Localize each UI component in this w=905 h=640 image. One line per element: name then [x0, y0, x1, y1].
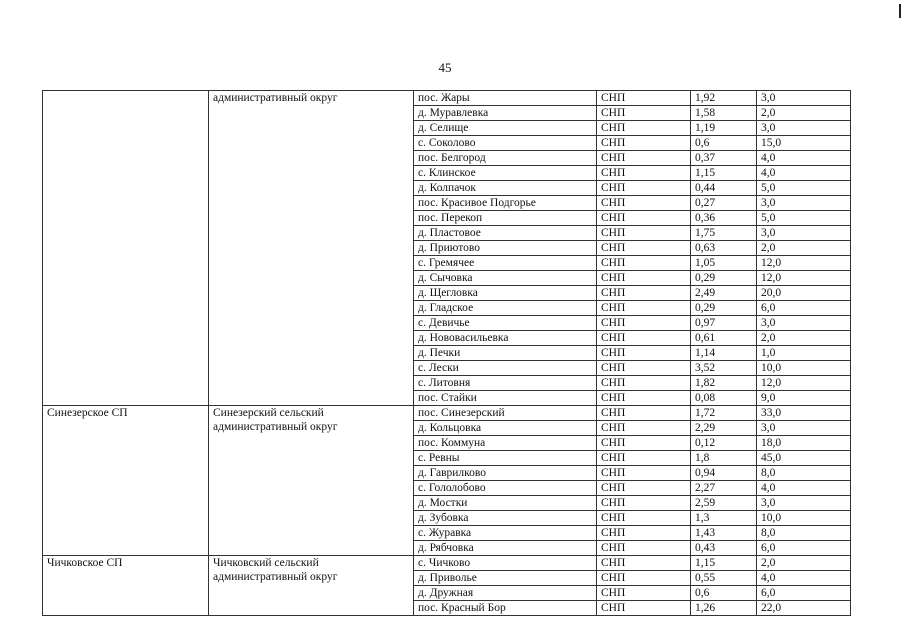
value-b-cell: 2,0 — [757, 106, 851, 121]
locality-cell: с. Гололобово — [414, 481, 597, 496]
locality-cell: д. Мостки — [414, 496, 597, 511]
type-cell: СНП — [597, 571, 691, 586]
value-a-cell: 1,26 — [691, 601, 757, 616]
locality-cell: д. Колпачок — [414, 181, 597, 196]
value-a-cell: 0,94 — [691, 466, 757, 481]
type-cell: СНП — [597, 121, 691, 136]
type-cell: СНП — [597, 421, 691, 436]
type-cell: СНП — [597, 286, 691, 301]
locality-cell: пос. Коммуна — [414, 436, 597, 451]
value-b-cell: 12,0 — [757, 376, 851, 391]
value-a-cell: 1,75 — [691, 226, 757, 241]
type-cell: СНП — [597, 151, 691, 166]
type-cell: СНП — [597, 91, 691, 106]
value-a-cell: 1,72 — [691, 406, 757, 421]
value-a-cell: 1,15 — [691, 556, 757, 571]
value-a-cell: 1,58 — [691, 106, 757, 121]
value-a-cell: 2,59 — [691, 496, 757, 511]
value-b-cell: 2,0 — [757, 331, 851, 346]
value-b-cell: 12,0 — [757, 271, 851, 286]
locality-cell: д. Муравлевка — [414, 106, 597, 121]
locality-cell: с. Лески — [414, 361, 597, 376]
type-cell: СНП — [597, 346, 691, 361]
type-cell: СНП — [597, 586, 691, 601]
value-b-cell: 3,0 — [757, 421, 851, 436]
type-cell: СНП — [597, 511, 691, 526]
district-name-cell: административный округ — [209, 91, 414, 406]
locality-cell: пос. Перекоп — [414, 211, 597, 226]
district-name-cell: Синезерский сельский административный округ — [209, 406, 414, 556]
value-b-cell: 3,0 — [757, 196, 851, 211]
locality-cell: д. Гаврилково — [414, 466, 597, 481]
locality-cell: с. Гремячее — [414, 256, 597, 271]
value-a-cell: 0,63 — [691, 241, 757, 256]
locality-cell: д. Сычовка — [414, 271, 597, 286]
value-a-cell: 0,6 — [691, 586, 757, 601]
locality-cell: д. Приволье — [414, 571, 597, 586]
type-cell: СНП — [597, 106, 691, 121]
value-b-cell: 20,0 — [757, 286, 851, 301]
value-a-cell: 2,27 — [691, 481, 757, 496]
settlements-table-body — [43, 91, 851, 616]
value-a-cell: 0,08 — [691, 391, 757, 406]
locality-cell: д. Печки — [414, 346, 597, 361]
value-b-cell: 6,0 — [757, 541, 851, 556]
settlement-name-cell — [43, 91, 209, 406]
table-row — [43, 556, 851, 571]
value-b-cell: 45,0 — [757, 451, 851, 466]
type-cell: СНП — [597, 301, 691, 316]
value-b-cell: 10,0 — [757, 511, 851, 526]
locality-cell: с. Журавка — [414, 526, 597, 541]
locality-cell: пос. Жары — [414, 91, 597, 106]
locality-cell: с. Чичково — [414, 556, 597, 571]
scan-edge-mark — [899, 4, 901, 18]
value-a-cell: 0,29 — [691, 301, 757, 316]
value-b-cell: 6,0 — [757, 586, 851, 601]
settlement-name-cell: Чичковское СП — [43, 556, 209, 616]
value-b-cell: 1,0 — [757, 346, 851, 361]
value-a-cell: 0,36 — [691, 211, 757, 226]
value-b-cell: 10,0 — [757, 361, 851, 376]
value-a-cell: 0,43 — [691, 541, 757, 556]
type-cell: СНП — [597, 556, 691, 571]
value-a-cell: 0,27 — [691, 196, 757, 211]
value-b-cell: 6,0 — [757, 301, 851, 316]
settlements-table — [42, 90, 851, 616]
value-b-cell: 18,0 — [757, 436, 851, 451]
locality-cell: пос. Стайки — [414, 391, 597, 406]
value-b-cell: 5,0 — [757, 181, 851, 196]
value-b-cell: 4,0 — [757, 151, 851, 166]
type-cell: СНП — [597, 226, 691, 241]
table-row — [43, 91, 851, 106]
locality-cell: с. Девичье — [414, 316, 597, 331]
value-b-cell: 2,0 — [757, 241, 851, 256]
type-cell: СНП — [597, 181, 691, 196]
value-a-cell: 1,15 — [691, 166, 757, 181]
value-b-cell: 4,0 — [757, 166, 851, 181]
locality-cell: д. Зубовка — [414, 511, 597, 526]
settlement-name-cell: Синезерское СП — [43, 406, 209, 556]
type-cell: СНП — [597, 601, 691, 616]
locality-cell: с. Соколово — [414, 136, 597, 151]
type-cell: СНП — [597, 361, 691, 376]
value-b-cell: 3,0 — [757, 91, 851, 106]
value-a-cell: 1,3 — [691, 511, 757, 526]
value-b-cell: 22,0 — [757, 601, 851, 616]
value-b-cell: 3,0 — [757, 316, 851, 331]
locality-cell: пос. Синезерский — [414, 406, 597, 421]
locality-cell: пос. Красный Бор — [414, 601, 597, 616]
type-cell: СНП — [597, 541, 691, 556]
locality-cell: с. Литовня — [414, 376, 597, 391]
value-a-cell: 1,92 — [691, 91, 757, 106]
locality-cell: д. Селище — [414, 121, 597, 136]
value-a-cell: 0,12 — [691, 436, 757, 451]
value-a-cell: 0,44 — [691, 181, 757, 196]
value-a-cell: 2,49 — [691, 286, 757, 301]
type-cell: СНП — [597, 436, 691, 451]
type-cell: СНП — [597, 481, 691, 496]
locality-cell: д. Пластовое — [414, 226, 597, 241]
type-cell: СНП — [597, 496, 691, 511]
value-b-cell: 15,0 — [757, 136, 851, 151]
value-a-cell: 0,55 — [691, 571, 757, 586]
locality-cell: д. Приютово — [414, 241, 597, 256]
locality-cell: д. Дружная — [414, 586, 597, 601]
value-a-cell: 0,61 — [691, 331, 757, 346]
value-a-cell: 0,6 — [691, 136, 757, 151]
value-b-cell: 3,0 — [757, 496, 851, 511]
locality-cell: д. Гладское — [414, 301, 597, 316]
locality-cell: с. Клинское — [414, 166, 597, 181]
type-cell: СНП — [597, 316, 691, 331]
type-cell: СНП — [597, 466, 691, 481]
value-b-cell: 2,0 — [757, 556, 851, 571]
page-number: 45 — [438, 60, 452, 75]
locality-cell: д. Кольцовка — [414, 421, 597, 436]
type-cell: СНП — [597, 211, 691, 226]
value-b-cell: 33,0 — [757, 406, 851, 421]
value-a-cell: 1,14 — [691, 346, 757, 361]
value-a-cell: 1,19 — [691, 121, 757, 136]
locality-cell: пос. Красивое Подгорье — [414, 196, 597, 211]
type-cell: СНП — [597, 271, 691, 286]
type-cell: СНП — [597, 136, 691, 151]
locality-cell: д. Рябчовка — [414, 541, 597, 556]
district-name-cell: Чичковский сельский административный округ — [209, 556, 414, 616]
locality-cell: д. Щегловка — [414, 286, 597, 301]
value-b-cell: 3,0 — [757, 121, 851, 136]
value-a-cell: 1,43 — [691, 526, 757, 541]
type-cell: СНП — [597, 196, 691, 211]
value-a-cell: 0,97 — [691, 316, 757, 331]
value-a-cell: 1,82 — [691, 376, 757, 391]
type-cell: СНП — [597, 256, 691, 271]
value-b-cell: 3,0 — [757, 226, 851, 241]
type-cell: СНП — [597, 331, 691, 346]
value-a-cell: 0,29 — [691, 271, 757, 286]
value-b-cell: 12,0 — [757, 256, 851, 271]
value-a-cell: 0,37 — [691, 151, 757, 166]
value-b-cell: 9,0 — [757, 391, 851, 406]
value-a-cell: 2,29 — [691, 421, 757, 436]
locality-cell: с. Ревны — [414, 451, 597, 466]
type-cell: СНП — [597, 391, 691, 406]
type-cell: СНП — [597, 406, 691, 421]
value-a-cell: 1,05 — [691, 256, 757, 271]
locality-cell: д. Нововасильевка — [414, 331, 597, 346]
value-b-cell: 4,0 — [757, 571, 851, 586]
type-cell: СНП — [597, 376, 691, 391]
value-a-cell: 1,8 — [691, 451, 757, 466]
type-cell: СНП — [597, 241, 691, 256]
table-row — [43, 406, 851, 421]
value-a-cell: 3,52 — [691, 361, 757, 376]
value-b-cell: 4,0 — [757, 481, 851, 496]
type-cell: СНП — [597, 526, 691, 541]
value-b-cell: 8,0 — [757, 466, 851, 481]
value-b-cell: 5,0 — [757, 211, 851, 226]
type-cell: СНП — [597, 166, 691, 181]
locality-cell: пос. Белгород — [414, 151, 597, 166]
type-cell: СНП — [597, 451, 691, 466]
value-b-cell: 8,0 — [757, 526, 851, 541]
